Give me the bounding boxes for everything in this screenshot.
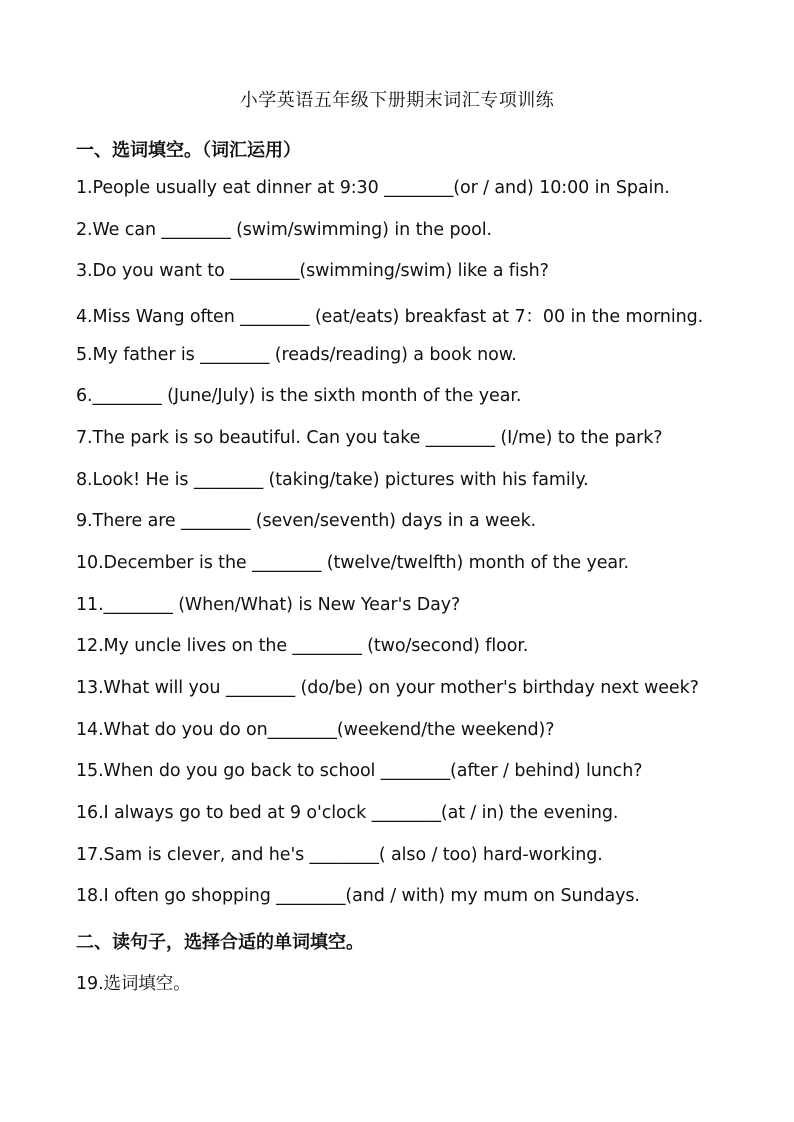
question-8: 8.Look! He is ________ (taking/take) pictures with his family. [76,470,589,490]
section-2-heading: 二、读句子，选择合适的单词填空。 [76,932,364,953]
question-1: 1.People usually eat dinner at 9:30 ________(or / and) 10:00 in Spain. [76,178,670,198]
question-7: 7.The park is so beautiful. Can you take ________ (I/me) to the park? [76,428,663,448]
question-11: 11.________ (When/What) is New Year's Day? [76,595,461,615]
question-14: 14.What do you do on________(weekend/the weekend)? [76,720,555,740]
question-19: 19.选词填空。 [76,974,191,994]
question-2: 2.We can ________ (swim/swimming) in the pool. [76,220,492,240]
section-1-heading: 一、选词填空。（词汇运用） [76,140,301,161]
question-9: 9.There are ________ (seven/seventh) days in a week. [76,511,537,531]
question-15: 15.When do you go back to school ________(after / behind) lunch? [76,761,643,781]
question-5: 5.My father is ________ (reads/reading) a book now. [76,345,517,365]
question-18: 18.I often go shopping ________(and / with) my mum on Sundays. [76,886,640,906]
question-10: 10.December is the ________ (twelve/twelfth) month of the year. [76,553,629,573]
page-title: 小学英语五年级下册期末词汇专项训练 [239,90,555,111]
question-12: 12.My uncle lives on the ________ (two/second) floor. [76,636,529,656]
question-3: 3.Do you want to ________(swimming/swim) like a fish? [76,261,549,281]
question-16: 16.I always go to bed at 9 o'clock ________(at / in) the evening. [76,803,619,823]
question-6: 6.________ (June/July) is the sixth month of the year. [76,386,522,406]
question-17: 17.Sam is clever, and he's ________( also / too) hard-working. [76,845,603,865]
question-4: 4.Miss Wang often ________ (eat/eats) breakfast at 7：00 in the morning. [76,307,704,327]
question-13: 13.What will you ________ (do/be) on your mother's birthday next week? [76,678,699,698]
